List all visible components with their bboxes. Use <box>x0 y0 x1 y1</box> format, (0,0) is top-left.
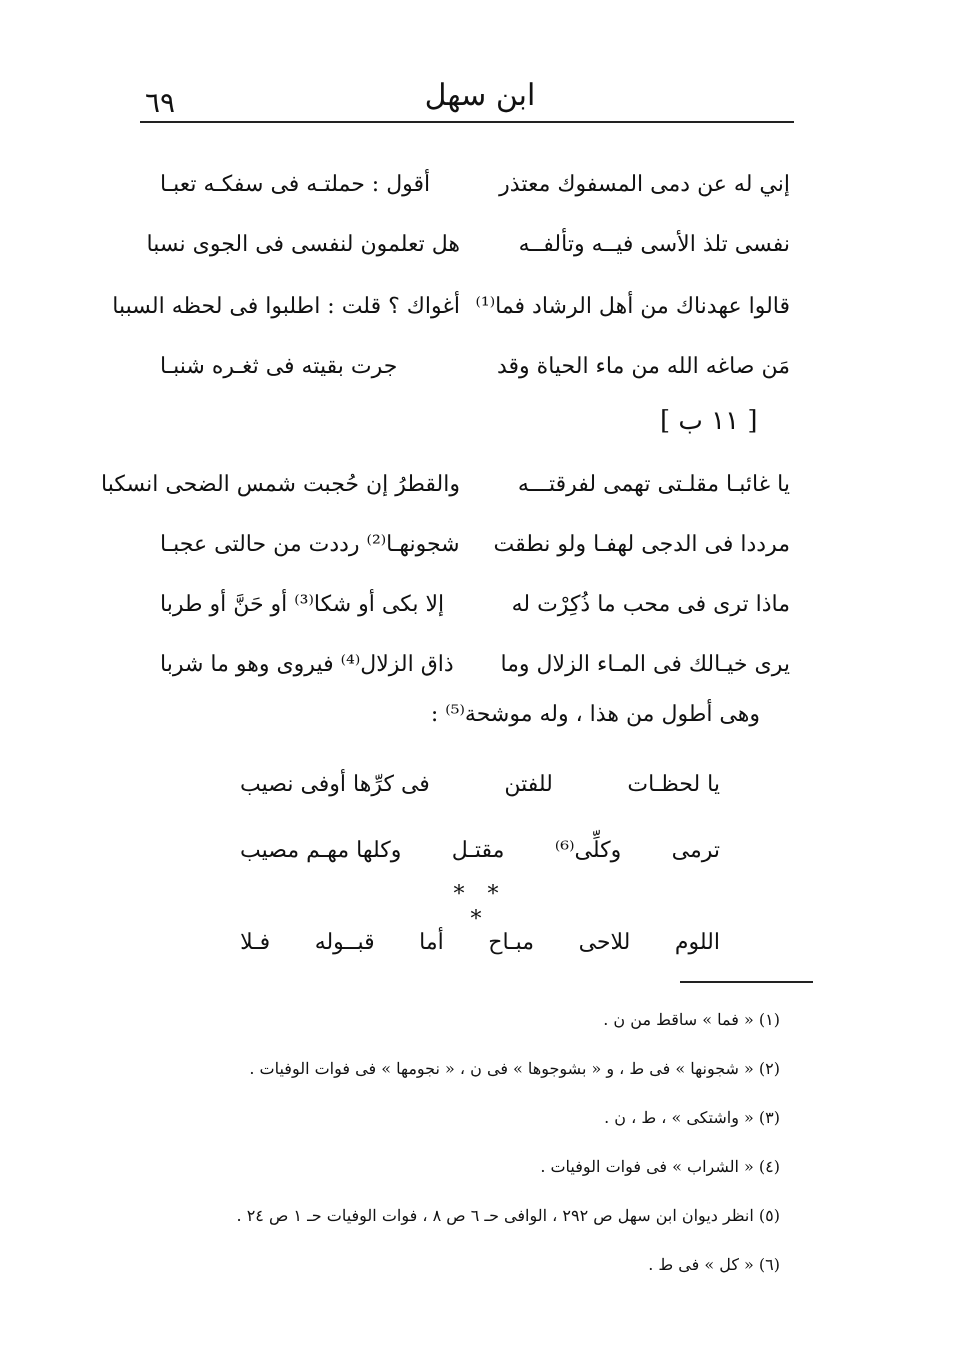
muwashshah-word: اللوم <box>674 929 720 955</box>
verse-left-hemistich: أغواك ؟ قلت : اطلبوا فى لحظه السببا <box>112 293 460 319</box>
muwashshah-word: فى كرِّها أوفى نصيب <box>240 771 430 797</box>
verse-line <box>100 462 790 506</box>
muwashshah-word: مقتـل <box>451 837 505 863</box>
muwashshah-word: وكلِّى⁽⁶⁾ <box>554 837 622 863</box>
verse-left-hemistich: هل تعلمون لنفسى فى الجوى نسبا <box>146 231 460 257</box>
verse-right-hemistich: يا غائبـا مقلـتى تهمى لفرقتـــه <box>517 471 790 497</box>
footnote: (٥) انظر ديوان ابن سهل ص ٢٩٢ ، الوافى حـ ٦ ص ٨ ، فوات الوفيات حـ ١ ص ٢٤ . <box>236 1206 780 1225</box>
verse-line <box>160 162 790 206</box>
muwashshah-line <box>240 918 720 966</box>
verse-right-hemistich: قالوا عهدناك من أهل الرشاد فما⁽¹⁾ <box>475 293 790 319</box>
verse-right-hemistich: مرددا فى الدجى لهفـا ولو نطقت <box>493 531 790 557</box>
footnote-rule <box>680 981 813 983</box>
verse-right-hemistich: ماذا ترى فى محب ما ذُكِرْت له <box>511 591 790 617</box>
muwashshah-word: أما <box>419 929 444 955</box>
muwashshah-word: قبــوله <box>314 929 375 955</box>
muwashshah-word: مبـاح <box>488 929 535 955</box>
verse-line <box>160 522 790 566</box>
muwashshah-word: للاحى <box>578 929 631 955</box>
muwashshah-word: يا لحظـات <box>627 771 720 797</box>
verse-right-hemistich: مَن صاغه الله من ماء الحياة وقد <box>496 353 790 379</box>
verse-line <box>160 582 790 626</box>
muwashshah-line <box>240 760 720 808</box>
muwashshah-word: ترمى <box>671 837 720 863</box>
verse-right-hemistich: يرى خيـالك فى المـاء الزلال وما <box>500 651 790 677</box>
verse-right-hemistich: إني له عن دمى المسفوك معتذر <box>499 171 790 197</box>
verse-left-hemistich: جرت بقيته فى ثغـره شنبـا <box>160 353 398 379</box>
page-number: ٦٩ <box>145 86 176 119</box>
footnote: (٢) « شجونها » فى ط ، و « بشوجوها » فى ن ، « نجومها » فى فوات الوفيات . <box>249 1059 780 1078</box>
verse-line <box>146 222 790 266</box>
prose-line: وهى أطول من هذا ، وله موشحة⁽⁵⁾ : <box>430 702 760 727</box>
muwashshah-line <box>240 826 720 874</box>
footnote: (٤) « الشراب » فى فوات الوفيات . <box>540 1157 780 1176</box>
footnote: (٦) « كل » فى ط . <box>648 1255 780 1274</box>
footnotes <box>150 1000 780 1294</box>
footnote: (٣) « واشتكى » ، ط ، ن . <box>604 1108 780 1127</box>
verse-line <box>112 284 790 328</box>
muwashshah-word: للفتن <box>504 771 553 797</box>
verse-left-hemistich: إلا بكى أو شكا⁽³⁾ أو حَنَّ أو طربا <box>160 591 445 617</box>
footnote: (١) « فما » ساقط من ن . <box>603 1010 780 1029</box>
muwashshah-word: وكلها مهـم مصيب <box>240 837 402 863</box>
verse-left-hemistich: أقول : حملتـه فى سفكـه تعبـا <box>160 171 431 197</box>
verse-left-hemistich: ذاق الزلال⁽⁴⁾ فيروى وهو ما شربا <box>160 651 454 677</box>
running-header-title: ابن سهل <box>424 78 536 113</box>
verse-left-hemistich: والقطرُ إن حُجبت شمس الضحى انسكبا <box>100 471 460 497</box>
manuscript-folio-marker: [ ١١ ب ] <box>660 406 758 436</box>
muwashshah-word: فـلا <box>240 929 271 955</box>
verse-line <box>160 642 790 686</box>
verse-line <box>160 344 790 388</box>
verse-left-hemistich: شجونهـا⁽²⁾ رددت من حالتى عجبـا <box>160 531 460 557</box>
verse-right-hemistich: نفسى تلذ الأسى فيــه وتألفــه <box>518 231 790 257</box>
section-stars: * * * <box>453 882 507 932</box>
header-rule <box>140 121 794 123</box>
